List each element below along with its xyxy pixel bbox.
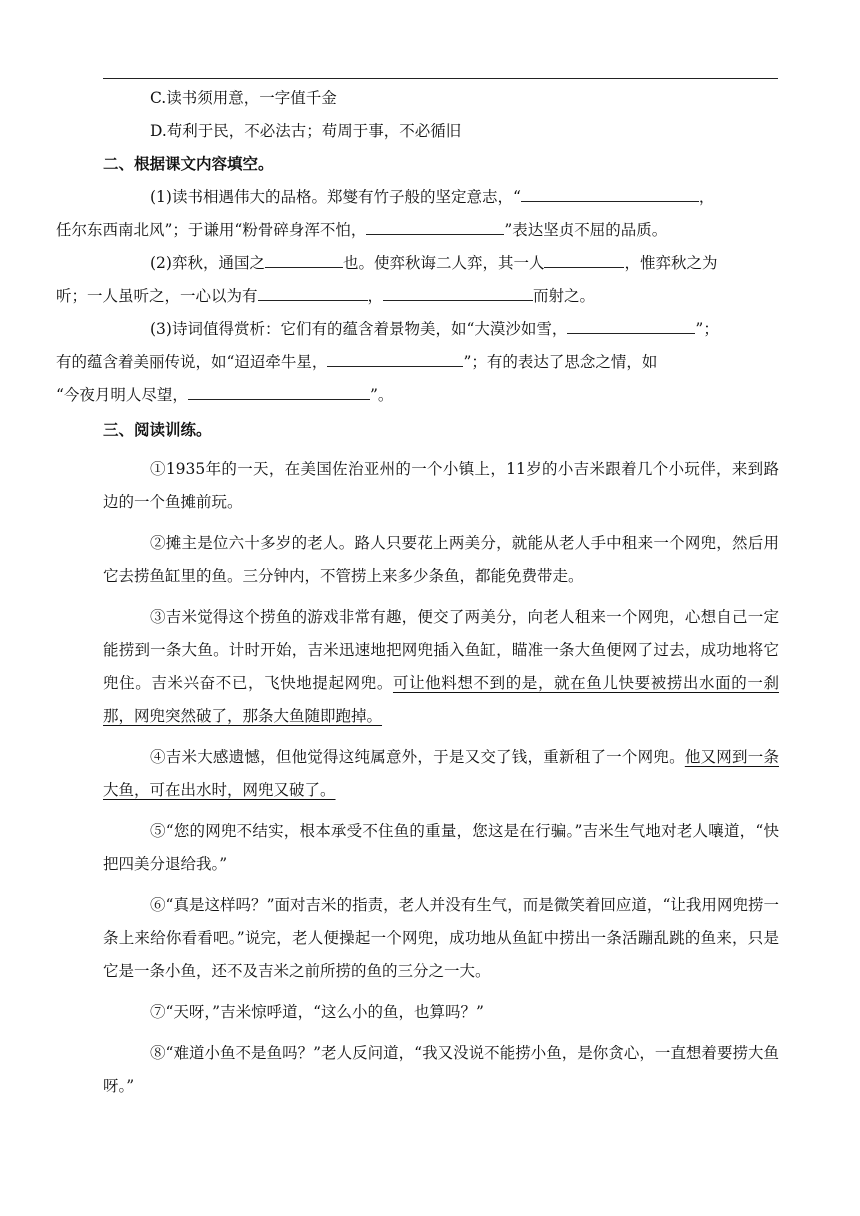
paragraph-6: ⑥“真是这样吗？”面对吉米的指责，老人并没有生气，而是微笑着回应道，“让我用网兜捞一条上来给你看看吧。”说完，老人便操起一个网兜，成功地从鱼缸中捞出一条活蹦乱跳的鱼来，只是它是一条小鱼，还不及吉米之前所捞的鱼的三分之一大。 <box>103 896 779 980</box>
paragraph-4-text: ④吉米大感遗憾，但他觉得这纯属意外，于是又交了钱，重新租了一个网兜。 <box>150 748 685 766</box>
q3-text-b: ”； <box>695 320 719 338</box>
paragraph-5: ⑤“您的网兜不结实，根本承受不住鱼的重量，您这是在行骗。”吉米生气地对老人嚷道，“快把四美分退给我。” <box>103 822 779 873</box>
answer-blank[interactable] <box>258 282 368 301</box>
q2-text-e: ， <box>367 287 384 305</box>
q3-text-c: 有的蕴含着美丽传说，如“迢迢牵牛星， <box>56 353 328 371</box>
paragraph-2: ②摊主是位六十多岁的老人。路人只要花上两美分，就能从老人手中租来一个网兜，然后用它去捞鱼缸里的鱼。三分钟内，不管捞上来多少条鱼，都能免费带走。 <box>103 534 779 585</box>
header-rule <box>103 78 778 79</box>
q3-text-e: “今夜月明人尽望， <box>56 386 188 404</box>
paragraph-3 <box>103 601 779 733</box>
option-d: D.苟利于民，不必法古；苟周于事，不必循旧 <box>150 122 462 140</box>
section-2-heading: 二、根据课文内容填空。 <box>103 155 274 173</box>
paragraph-1: ①1935年的一天，在美国佐治亚州的一个小镇上，11岁的小吉米跟着几个小玩伴，来到路边的一个鱼摊前玩。 <box>103 460 779 511</box>
q2-text-d: 听；一人虽听之，一心以为有 <box>56 287 258 305</box>
q1-text-d: ”表达坚贞不屈的品质。 <box>504 221 668 239</box>
paragraph-7: ⑦“天呀，”吉米惊呼道，“这么小的鱼，也算吗？” <box>150 1003 484 1021</box>
answer-blank[interactable] <box>265 249 343 268</box>
reading-passage <box>103 453 779 1103</box>
question-1 <box>56 181 779 247</box>
paragraph-4 <box>103 741 779 807</box>
answer-blank[interactable] <box>366 216 504 235</box>
answer-blank[interactable] <box>188 381 370 400</box>
q3-text-f: ”。 <box>369 386 394 404</box>
q2-text-f: 而射之。 <box>533 287 596 305</box>
question-2 <box>56 247 779 313</box>
underlined-sentence: 他又网到一条大鱼，可在出水时，网兜又破了。 <box>103 748 779 799</box>
q1-text-b: ， <box>698 188 715 206</box>
answer-blank[interactable] <box>521 183 699 202</box>
underlined-sentence: 可让他料想不到的是，就在鱼儿快要被捞出水面的一刹那，网兜突然破了，那条大鱼随即跑掉。 <box>103 674 779 725</box>
section-3-heading: 三、阅读训练。 <box>103 421 212 439</box>
option-c: C.读书须用意，一字值千金 <box>150 89 337 107</box>
q2-text-b: 也。使弈秋诲二人弈，其一人 <box>342 254 545 272</box>
answer-blank[interactable] <box>327 348 463 367</box>
q1-text-c: 任尔东西南北风”；于谦用“粉骨碎身浑不怕， <box>56 221 367 239</box>
q2-text-a: (2)弈秋，通国之 <box>150 254 265 272</box>
q1-text-a: (1)读书相遇伟大的品格。郑燮有竹子般的坚定意志，“ <box>150 188 521 206</box>
paragraph-8: ⑧“难道小鱼不是鱼吗？”老人反问道，“我又没说不能捞小鱼，是你贪心，一直想着要捞大鱼呀。” <box>103 1044 779 1095</box>
q3-text-d: ”；有的表达了思念之情，如 <box>463 353 658 371</box>
answer-blank[interactable] <box>544 249 624 268</box>
question-3 <box>56 313 779 412</box>
document-page <box>56 82 779 1111</box>
answer-blank[interactable] <box>383 282 533 301</box>
q2-text-c: ，惟弈秋之为 <box>624 254 718 272</box>
paragraph-3-text: ③吉米觉得这个捞鱼的游戏非常有趣，便交了两美分，向老人租来一个网兜，心想自己一定能捞到一条大鱼。计时开始，吉米迅速地把网兜插入鱼缸，瞄准一条大鱼便网了过去，成功地将它兜住。吉米兴奋不已，飞快地提起网兜。 <box>103 608 779 692</box>
q3-text-a: (3)诗词值得赏析：它们有的蕴含着景物美，如“大漠沙如雪， <box>150 320 568 338</box>
answer-blank[interactable] <box>567 315 695 334</box>
